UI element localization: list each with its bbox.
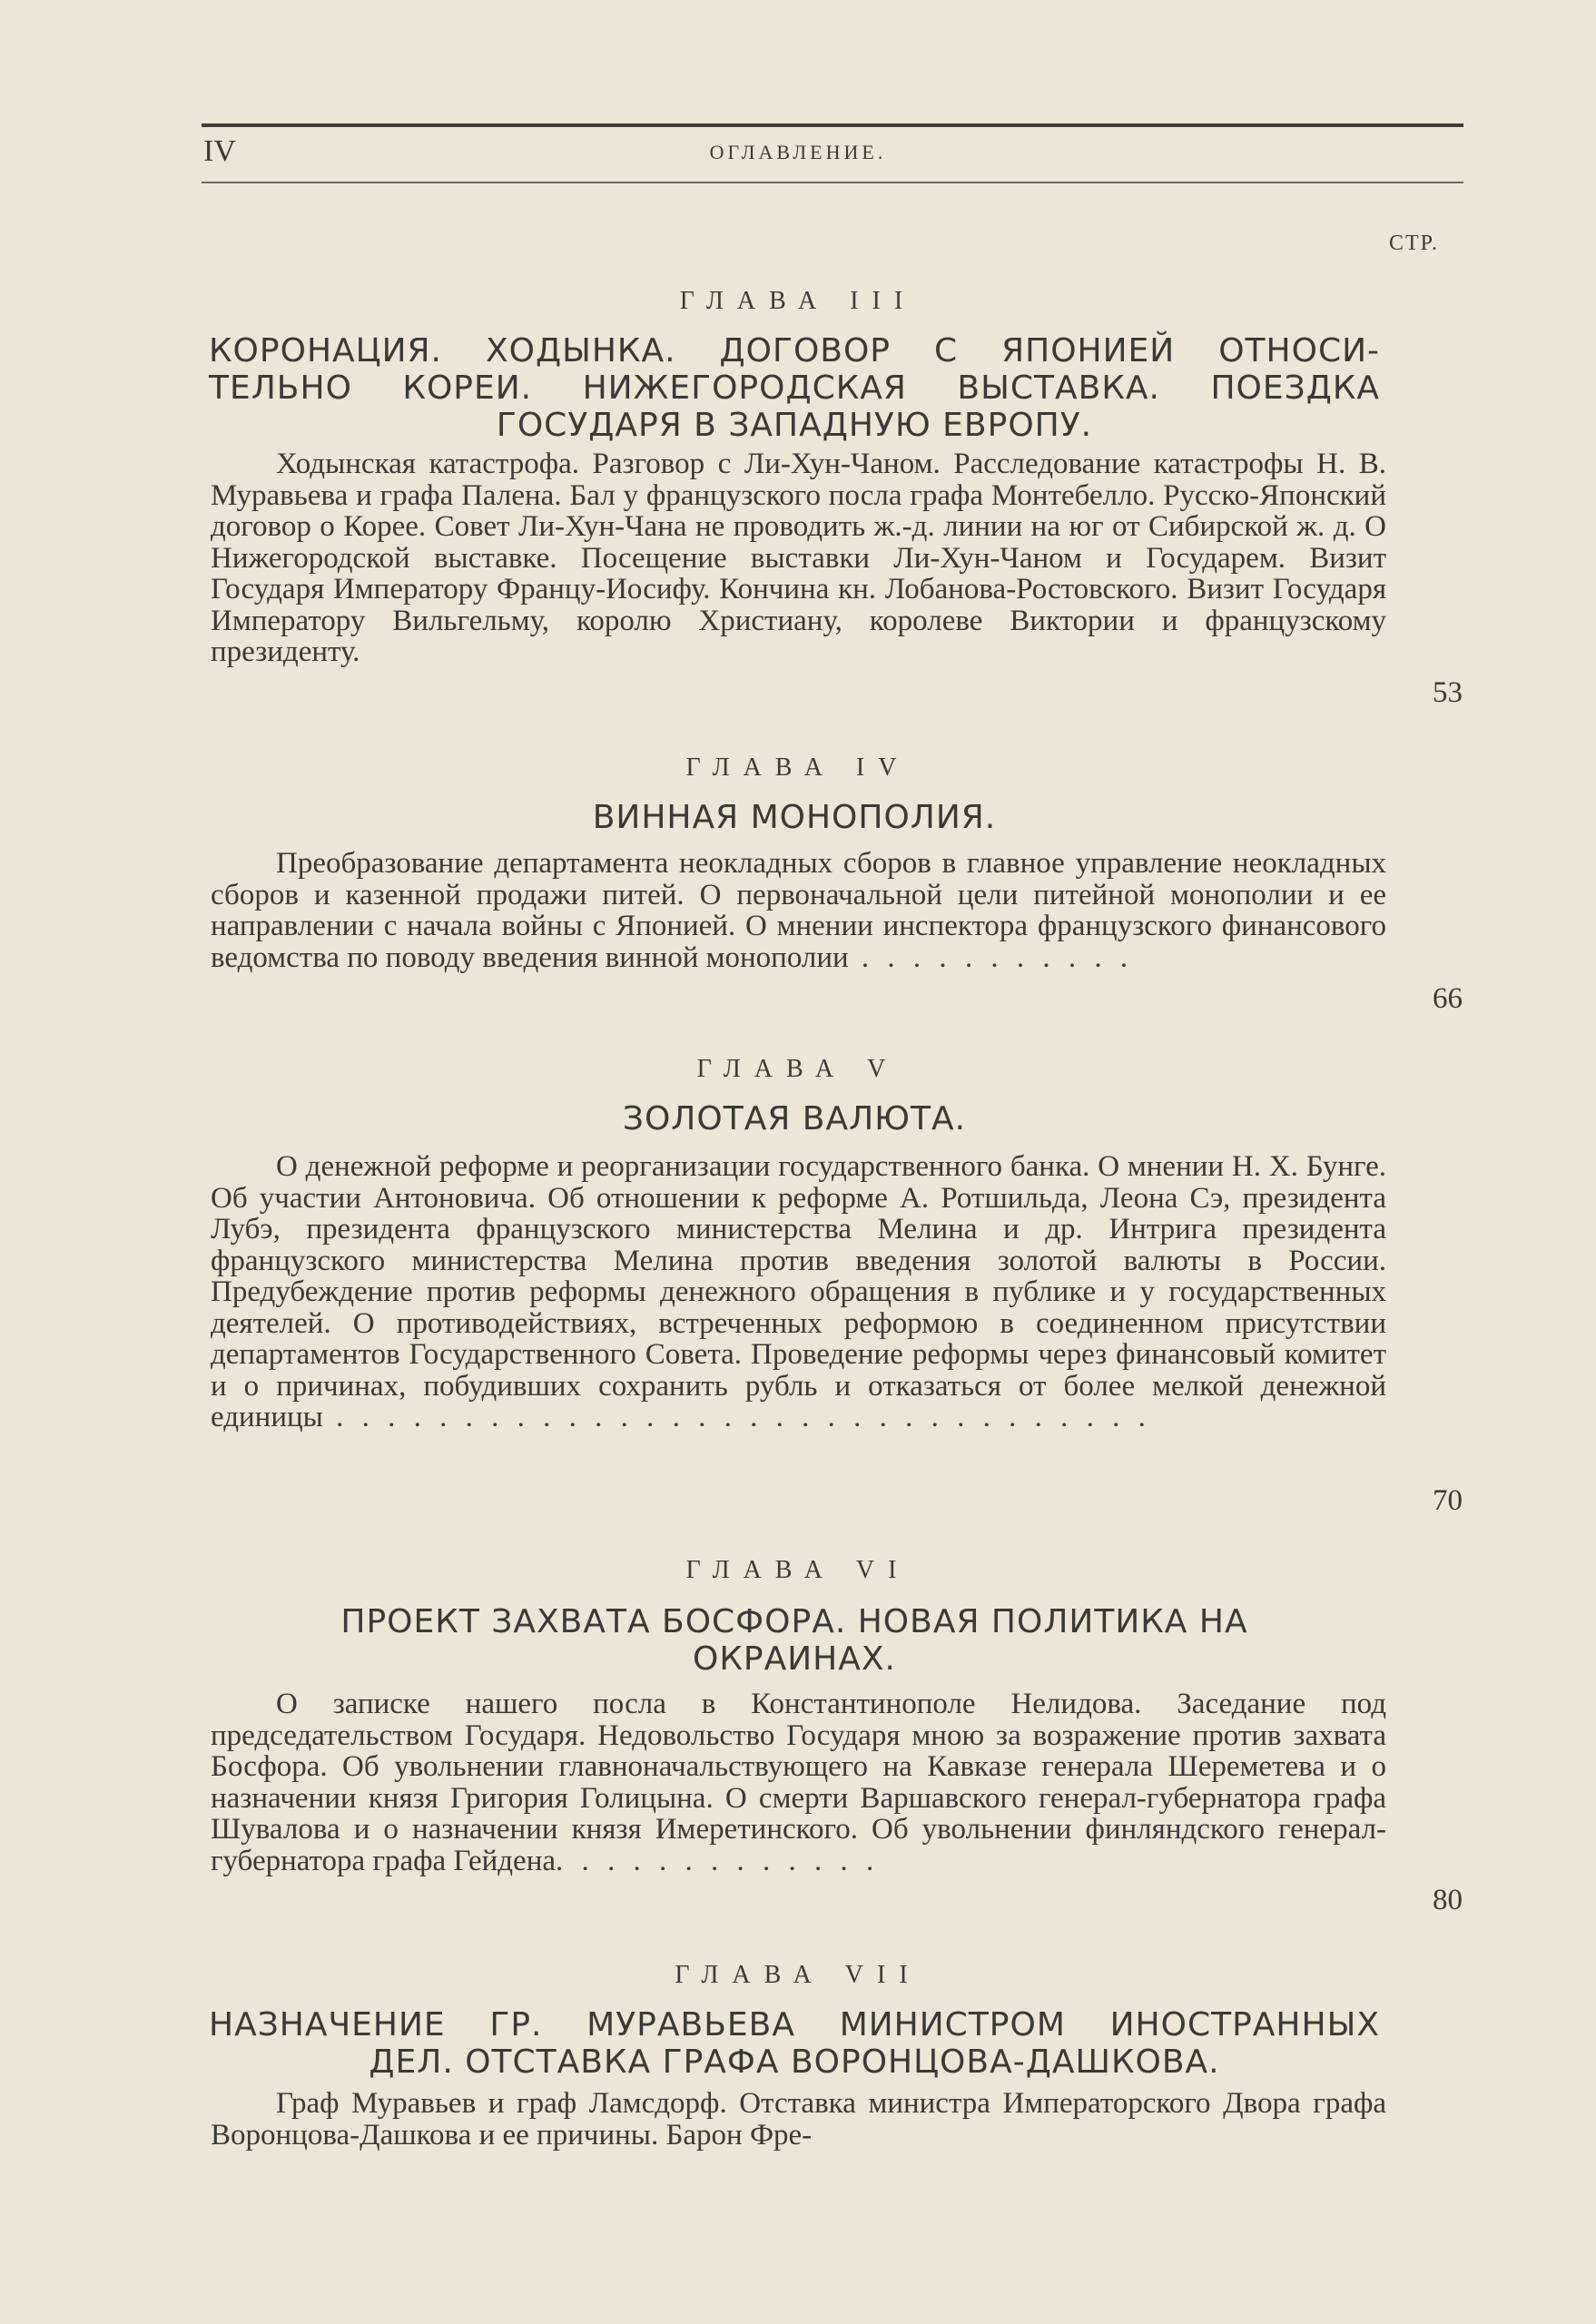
chapter-title-line: ОКРАИНАХ.	[693, 1640, 896, 1678]
page-column-label: СТР.	[1389, 231, 1440, 255]
summary-text: О денежной реформе и реорганизации государственного банка. О мнении Н. Х. Бунге. Об участии Антоновича. Об отношении к реформе А. Ротшильда, Леона Сэ, президента Лубэ, президента французского министерства Мелина и др. Интрига президента французского министерства Мелина против введения золотой валюты в России. Предубеждение против реформы денежного обращения в публике и у государственных деятелей. О противодействиях, встреченных реформою в соединенном присутствии департаментов Государственного Совета. Проведение реформы через финансовый комитет и о причинах, побудивших сохранить рубль и отказаться от более мелкой денежной единицы	[211, 1150, 1386, 1433]
leader-dots: . . . . . . . . . . . . . . . . . . . . . . . . . . . . . . . .	[322, 1401, 1151, 1433]
leader-dots: . . . . . . . . . . .	[848, 940, 1134, 974]
chapter-label: ГЛАВА IV	[685, 753, 911, 782]
chapter-title-line: НАЗНАЧЕНИЕ ГР. МУРАВЬЕВА МИНИСТРОМ ИНОСТРАННЫХ	[209, 2006, 1380, 2043]
summary-text: Ходынская катастрофа. Разговор с Ли-Хун-Чаном. Расследование катастрофы Н. В. Муравьева и графа Палена. Бал у французского посла графа Монтебелло. Русско-Японский договор о Корее. Совет Ли-Хун-Чана не проводить ж.-д. линии на юг от Сибирской ж. д. О Нижегородской выставке. Посещение выставки Ли-Хун-Чаном и Государем. Визит Государя Императору Францу-Иосифу. Кончина кн. Лобанова-Ростовского. Визит Государя Императору Вильгельму, королю Христиану, королеве Виктории и французскому президенту.	[211, 448, 1386, 668]
chapter-title-line: ДЕЛ. ОТСТАВКА ГРАФА ВОРОНЦОВА-ДАШКОВА.	[369, 2043, 1220, 2081]
chapter-title	[209, 799, 1380, 836]
chapter-summary	[211, 848, 1386, 973]
running-title: ОГЛАВЛЕНИЕ.	[709, 141, 887, 163]
chapter-title-line: ЗОЛОТАЯ ВАЛЮТА.	[622, 1100, 967, 1137]
header-rule-thin	[202, 182, 1463, 183]
summary-text: Преобразование департамента неокладных сборов в главное управление неокладных сборов и казенной продажи питей. О первоначальной цели питейной монополии и ее направлении с начала войны с Японией. О мнении инспектора французского финансового ведомства по поводу введения винной монополии	[211, 847, 1386, 974]
summary-text: Граф Муравьев и граф Ламсдорф. Отставка министра Императорского Двора графа Воронцова-Дашкова и ее причины. Барон Фре-	[211, 2087, 1386, 2152]
chapter-summary	[211, 2088, 1386, 2151]
page-number: 66	[1433, 982, 1463, 1015]
leader-dots: . . . . . . . . . . . . .	[556, 1844, 880, 1877]
page-number: 53	[1433, 676, 1463, 709]
chapter-summary	[211, 448, 1386, 668]
chapter-title	[209, 2006, 1380, 2081]
chapter-summary	[211, 1151, 1386, 1433]
chapter-label: ГЛАВА V	[696, 1055, 900, 1083]
summary-text: О записке нашего посла в Константинополе Нелидова. Заседание под председательством Государя. Недовольство Государя мною за возражение против захвата Босфора. Об увольнении главноначальствующего на Кавказе генерала Шереметева и о назначении князя Григория Голицына. О смерти Варшавского генерал-губернатора графа Шувалова и о назначении князя Имеретинского. Об увольнении финляндского генерал-губернатора графа Гейдена	[211, 1688, 1386, 1877]
chapter-label: ГЛАВА VI	[685, 1556, 911, 1584]
header-rule	[202, 123, 1463, 127]
chapter-title	[209, 1603, 1380, 1678]
page-number: 80	[1433, 1884, 1463, 1916]
chapter-title-line: ВИННАЯ МОНОПОЛИЯ.	[592, 799, 997, 836]
page-number: 70	[1433, 1484, 1463, 1517]
chapter-title-line: ТЕЛЬНО КОРЕИ. НИЖЕГОРОДСКАЯ ВЫСТАВКА. ПОЕЗДКА	[209, 369, 1380, 407]
chapter-title	[209, 332, 1380, 444]
chapter-title-line: КОРОНАЦИЯ. ХОДЫНКА. ДОГОВОР С ЯПОНИЕЙ ОТНОСИ-	[209, 332, 1380, 369]
chapter-label: ГЛАВА III	[679, 287, 917, 315]
chapter-title	[209, 1100, 1380, 1137]
chapter-title-line: ГОСУДАРЯ В ЗАПАДНУЮ ЕВРОПУ.	[496, 407, 1093, 444]
chapter-title-line: ПРОЕКТ ЗАХВАТА БОСФОРА. НОВАЯ ПОЛИТИКА НА	[340, 1603, 1248, 1640]
page-folio: IV	[203, 134, 236, 168]
chapter-summary	[211, 1689, 1386, 1876]
chapter-label: ГЛАВА VII	[675, 1961, 921, 1989]
